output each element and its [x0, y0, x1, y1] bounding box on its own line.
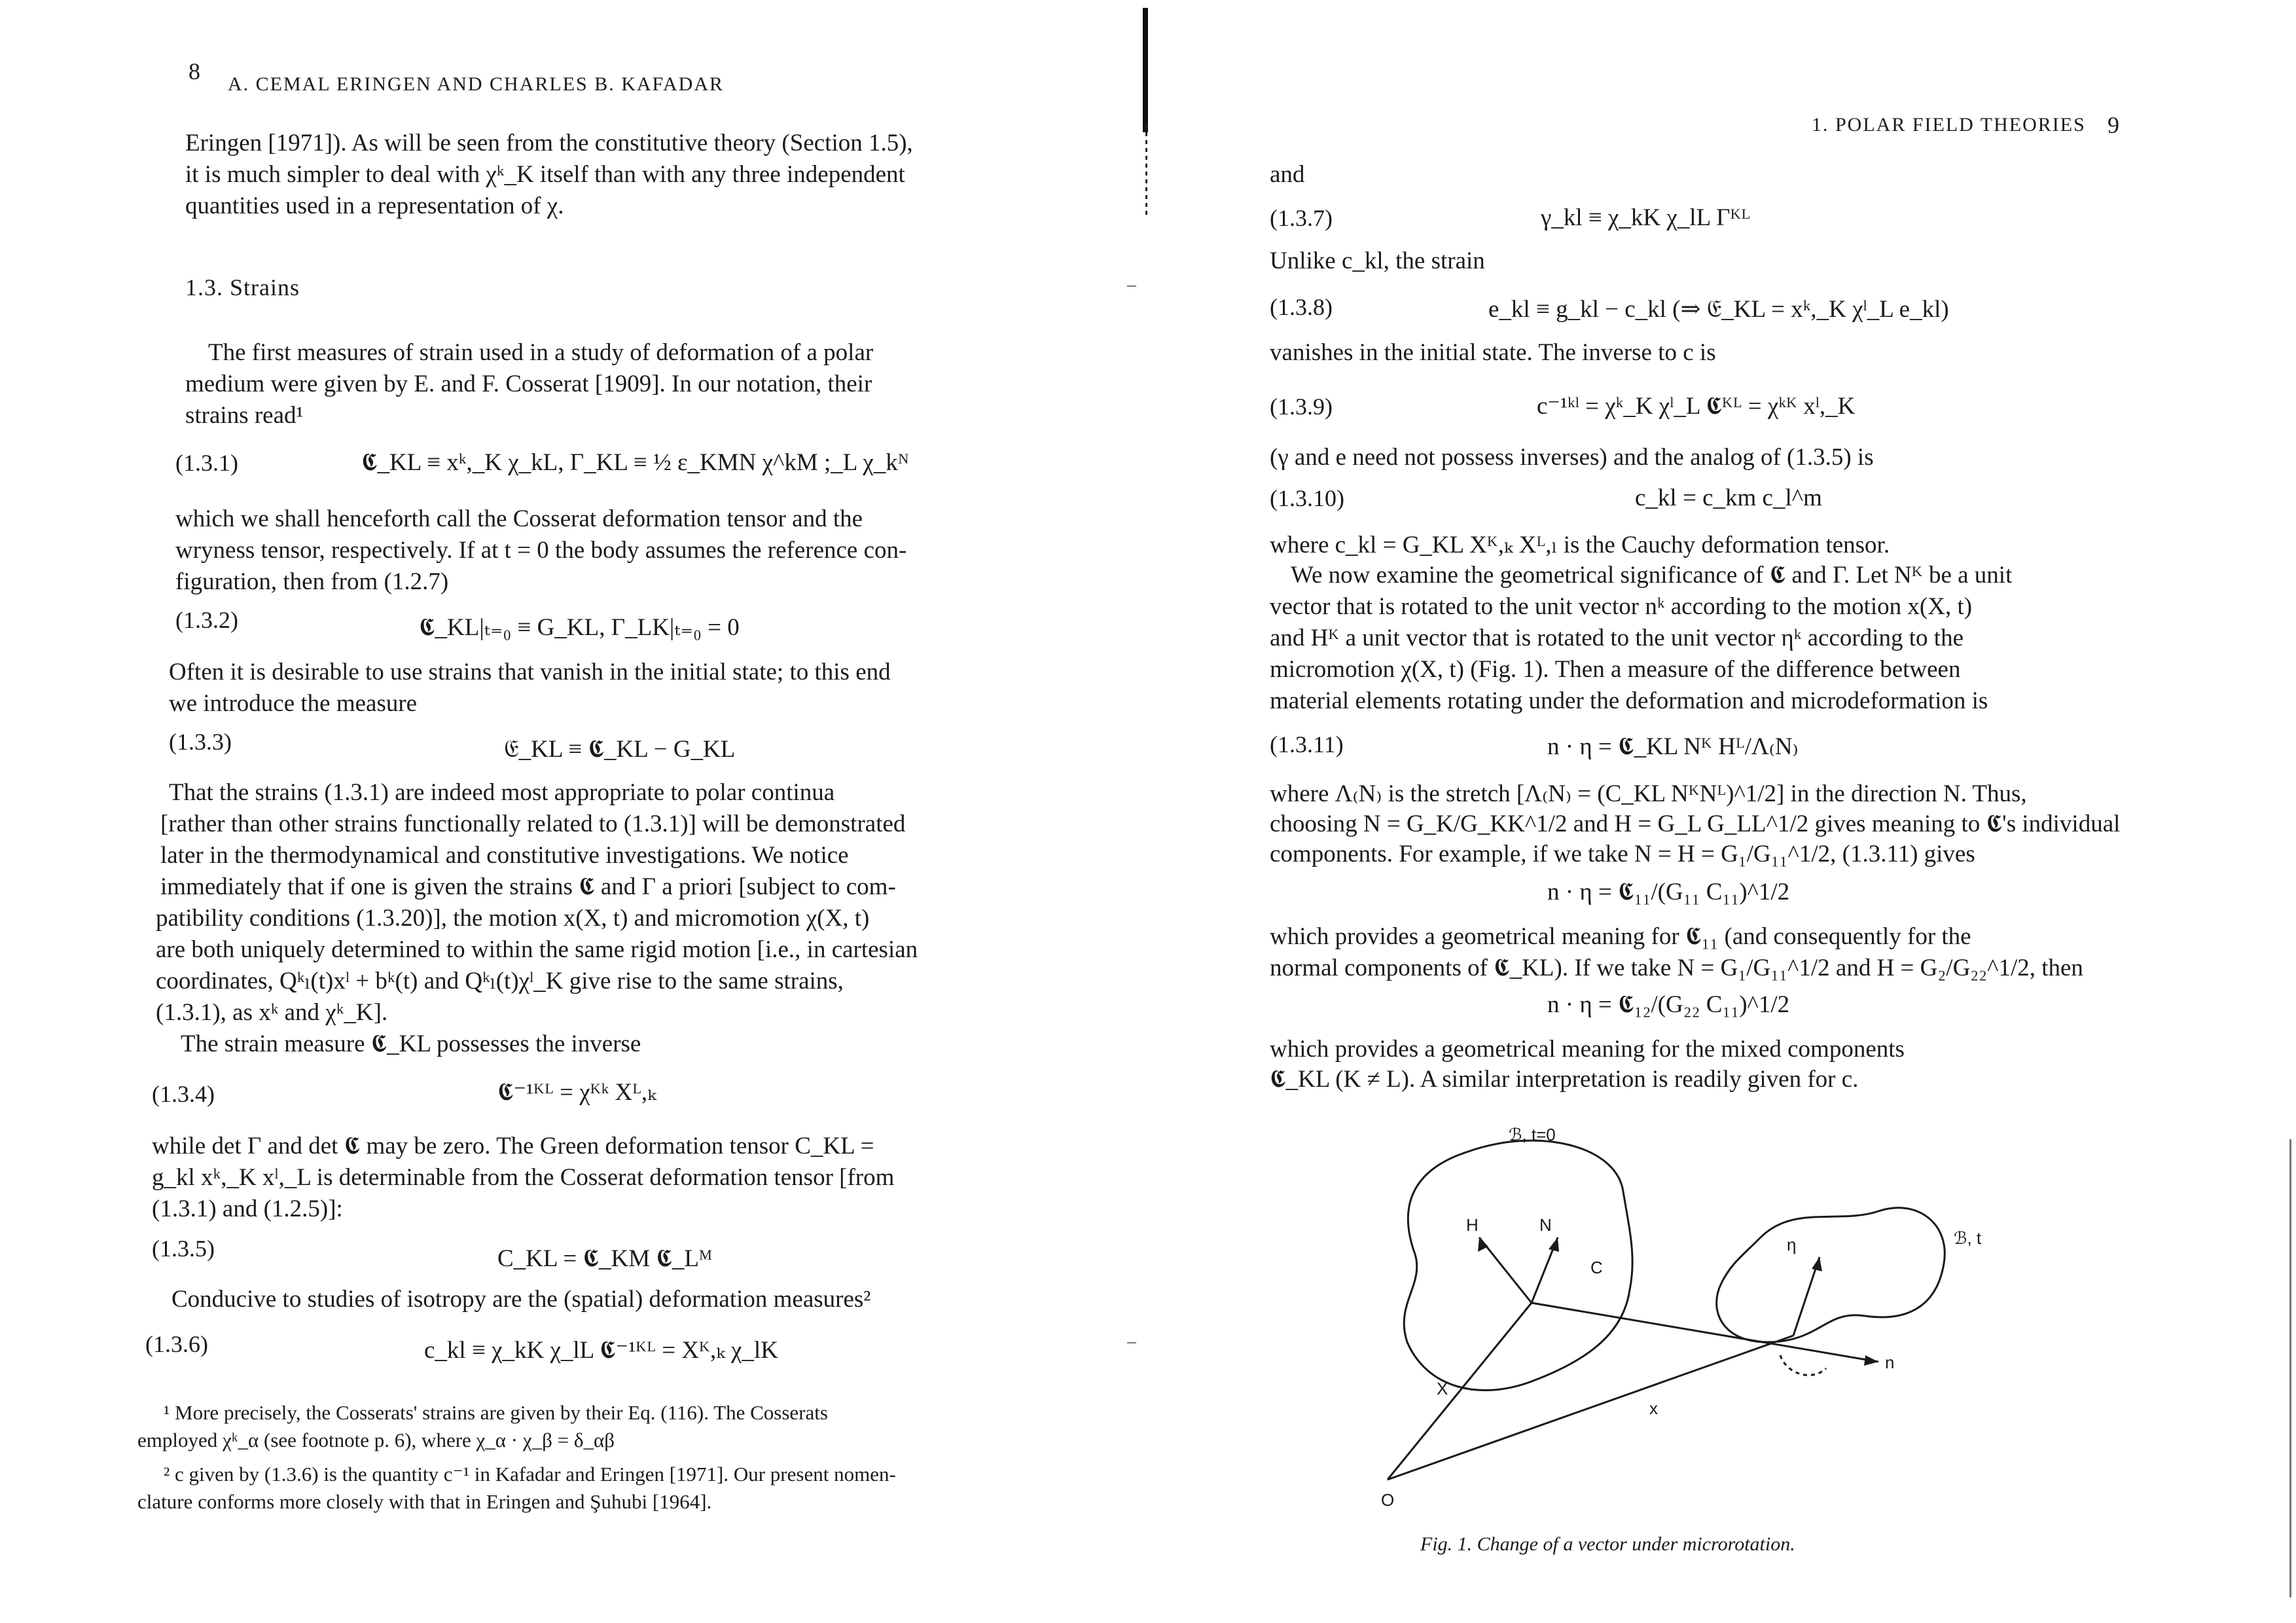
text-line: figuration, then from (1.2.7)	[175, 568, 449, 595]
text-line: That the strains (1.3.1) are indeed most appropriate to polar continua	[169, 779, 835, 806]
text-line: Often it is desirable to use strains that vanish in the initial state; to this end	[169, 659, 891, 685]
arrowhead-N	[1549, 1237, 1559, 1252]
text-line: vector that is rotated to the unit vector nᵏ according to the motion x(X, t)	[1270, 593, 1973, 620]
equation-number: (1.3.4)	[152, 1081, 215, 1107]
equation: 𝕮_KL ≡ xᵏ,_K χ_kL, Γ_KL ≡ ½ ε_KMN χ^kM ;_L χ_kᴺ	[361, 449, 909, 476]
figure-1	[1368, 1126, 2088, 1558]
label-x: x	[1649, 1398, 1658, 1418]
text-line: material elements rotating under the deformation and microdeformation is	[1270, 687, 1988, 714]
equation-number: (1.3.2)	[175, 607, 238, 633]
footnote: ² c given by (1.3.6) is the quantity c⁻¹ in Kafadar and Eringen [1971]. Our present nomen-	[164, 1463, 896, 1486]
footnote: employed χᵏ_α (see footnote p. 6), where χ_α · χ_β = δ_αβ	[137, 1429, 615, 1451]
equation: 𝔈_KL ≡ 𝕮_KL − G_KL	[504, 736, 736, 763]
equation: C_KL = 𝕮_KM 𝕮_Lᴹ	[497, 1245, 713, 1272]
text-line: immediately that if one is given the strains 𝕮 and Γ a priori [subject to com-	[160, 873, 896, 900]
arrowhead-eta	[1812, 1257, 1822, 1271]
text-line: choosing N = G_K/G_KK^1/2 and H = G_L G_LL^1/2 gives meaning to 𝕮's individual	[1270, 811, 2121, 837]
label-n: n	[1885, 1353, 1895, 1372]
text-line: components. For example, if we take N = H = G₁/G₁₁^1/2, (1.3.11) gives	[1270, 841, 1975, 867]
margin-tick	[1127, 285, 1136, 287]
equation: n · η = 𝕮₁₁/(G₁₁ C₁₁)^1/2	[1547, 879, 1790, 905]
text-line: it is much simpler to deal with χᵏ_K itself than with any three independent	[185, 161, 905, 188]
text-line: where Λ₍N₎ is the stretch [Λ₍N₎ = (C_KL NᴷNᴸ)^1/2] in the direction N. Thus,	[1270, 780, 2027, 807]
text-line: coordinates, Qᵏₗ(t)xˡ + bᵏ(t) and Qᵏₗ(t)χˡ_K give rise to the same strains,	[156, 968, 844, 994]
dashed-arc	[1780, 1355, 1826, 1375]
text-line: patibility conditions (1.3.20)], the motion x(X, t) and micromotion χ(X, t)	[156, 905, 870, 932]
text-line: which we shall henceforth call the Cosserat deformation tensor and the	[175, 505, 863, 532]
text-line: which provides a geometrical meaning for the mixed components	[1270, 1036, 1905, 1063]
text-line: later in the thermodynamical and constitutive investigations. We notice	[160, 842, 849, 869]
equation: γ_kl ≡ χ_kK χ_lL Γᴷᴸ	[1541, 204, 1751, 231]
text-line: which provides a geometrical meaning for 𝕮₁₁ (and consequently for the	[1270, 923, 1971, 950]
text-line: The strain measure 𝕮_KL possesses the inverse	[181, 1030, 641, 1057]
equation: c_kl ≡ χ_kK χ_lL 𝕮⁻¹ᴷᴸ = Xᴷ,ₖ χ_lK	[424, 1337, 778, 1364]
page-number-right: 9	[2108, 112, 2119, 138]
section-title: 1.3. Strains	[185, 274, 300, 301]
margin-tick	[1127, 1342, 1136, 1343]
text-line: Unlike c_kl, the strain	[1270, 247, 1485, 274]
text-line: micromotion χ(X, t) (Fig. 1). Then a measure of the difference between	[1270, 656, 1961, 683]
text-line: normal components of 𝕮_KL). If we take N = G₁/G₁₁^1/2 and H = G₂/G₂₂^1/2, then	[1270, 955, 2083, 981]
running-head-left: A. CEMAL ERINGEN AND CHARLES B. KAFADAR	[228, 73, 725, 95]
arrowhead-H	[1478, 1237, 1488, 1252]
equation-number: (1.3.8)	[1270, 294, 1333, 320]
equation: 𝕮⁻¹ᴷᴸ = χᴷᵏ Xᴸ,ₖ	[497, 1079, 656, 1106]
equation: 𝕮_KL|ₜ₌₀ ≡ G_KL, Γ_LK|ₜ₌₀ = 0	[419, 614, 740, 641]
text-line: strains read¹	[185, 402, 304, 429]
label-eta: η	[1787, 1235, 1797, 1254]
equation-number: (1.3.1)	[175, 450, 238, 476]
text-line: g_kl xᵏ,_K xˡ,_L is determinable from the Cosserat deformation tensor [from	[152, 1164, 895, 1191]
text-line: (1.3.1), as xᵏ and χᵏ_K].	[156, 999, 388, 1026]
text-line: Conducive to studies of isotropy are the (spatial) deformation measures²	[171, 1286, 871, 1313]
gutter-mark	[1143, 8, 1148, 132]
equation: n · η = 𝕮_KL Nᴷ Hᴸ/Λ₍N₎	[1547, 733, 1799, 760]
position-vector-x	[1388, 1336, 1793, 1480]
footnote: ¹ More precisely, the Cosserats' strains are given by their Eq. (116). The Cosserats	[164, 1401, 828, 1424]
text-line: The first measures of strain used in a study of deformation of a polar	[208, 339, 874, 366]
equation: c_kl = c_km c_l^m	[1635, 484, 1822, 511]
label-body-reference: ℬ, t=0	[1509, 1126, 1556, 1144]
figure-caption: Fig. 1. Change of a vector under microrotation.	[1420, 1533, 1795, 1555]
text-line: we introduce the measure	[169, 690, 418, 717]
text-line: quantities used in a representation of χ.	[185, 192, 564, 219]
label-X: X	[1437, 1379, 1448, 1398]
text-line: while det Γ and det 𝕮 may be zero. The Green deformation tensor C_KL =	[152, 1133, 874, 1159]
text-line: are both uniquely determined to within the same rigid motion [i.e., in cartesian	[156, 936, 918, 963]
equation-number: (1.3.5)	[152, 1235, 215, 1262]
gutter-mark	[1145, 124, 1147, 216]
text-line: vanishes in the initial state. The inverse to c is	[1270, 339, 1716, 366]
equation-number: (1.3.6)	[145, 1331, 208, 1357]
equation-number: (1.3.7)	[1270, 205, 1333, 231]
label-N: N	[1539, 1215, 1552, 1235]
text-line: We now examine the geometrical significance of 𝕮 and Γ. Let Nᴷ be a unit	[1291, 562, 2013, 589]
label-origin: O	[1381, 1490, 1395, 1510]
label-H: H	[1466, 1215, 1479, 1235]
equation-number: (1.3.9)	[1270, 393, 1333, 420]
text-line: Eringen [1971]). As will be seen from the constitutive theory (Section 1.5),	[185, 130, 913, 156]
text-line: 𝕮_KL (K ≠ L). A similar interpretation is readily given for c.	[1270, 1066, 1859, 1093]
equation: n · η = 𝕮₁₂/(G₂₂ C₁₁)^1/2	[1547, 991, 1790, 1018]
text-line: [rather than other strains functionally related to (1.3.1)] will be demonstrated	[160, 811, 906, 837]
text-line: and Hᴷ a unit vector that is rotated to the unit vector ηᵏ according to the	[1270, 625, 1964, 651]
text-line: medium were given by E. and F. Cosserat [1909]. In our notation, their	[185, 371, 872, 397]
equation-number: (1.3.3)	[169, 729, 232, 755]
label-body-current: ℬ, t	[1954, 1228, 1982, 1248]
equation: e_kl ≡ g_kl − c_kl (⇒ 𝔈_KL = xᵏ,_K χˡ_L e_kl)	[1488, 296, 1949, 323]
text-line: and	[1270, 161, 1305, 188]
equation-number: (1.3.10)	[1270, 485, 1344, 511]
running-head-right: 1. POLAR FIELD THEORIES	[1812, 114, 2086, 136]
text-line: (γ and e need not possess inverses) and the analog of (1.3.5) is	[1270, 444, 1874, 471]
text-line: wryness tensor, respectively. If at t = 0 the body assumes the reference con-	[175, 537, 907, 564]
equation-number: (1.3.11)	[1270, 731, 1344, 757]
footnote: clature conforms more closely with that in Eringen and Şuhubi [1964].	[137, 1490, 712, 1513]
text-line: where c_kl = G_KL Xᴷ,ₖ Xᴸ,ₗ is the Cauchy deformation tensor.	[1270, 532, 1890, 558]
displacement-line	[1532, 1303, 1878, 1362]
label-C: C	[1590, 1258, 1603, 1277]
current-body-outline	[1717, 1208, 1945, 1342]
text-line: (1.3.1) and (1.2.5)]:	[152, 1195, 343, 1222]
equation: c⁻¹ᵏˡ = χᵏ_K χˡ_L 𝕮ᴷᴸ = χᵏᴷ xˡ,_K	[1537, 393, 1856, 420]
page-number-left: 8	[188, 58, 200, 84]
